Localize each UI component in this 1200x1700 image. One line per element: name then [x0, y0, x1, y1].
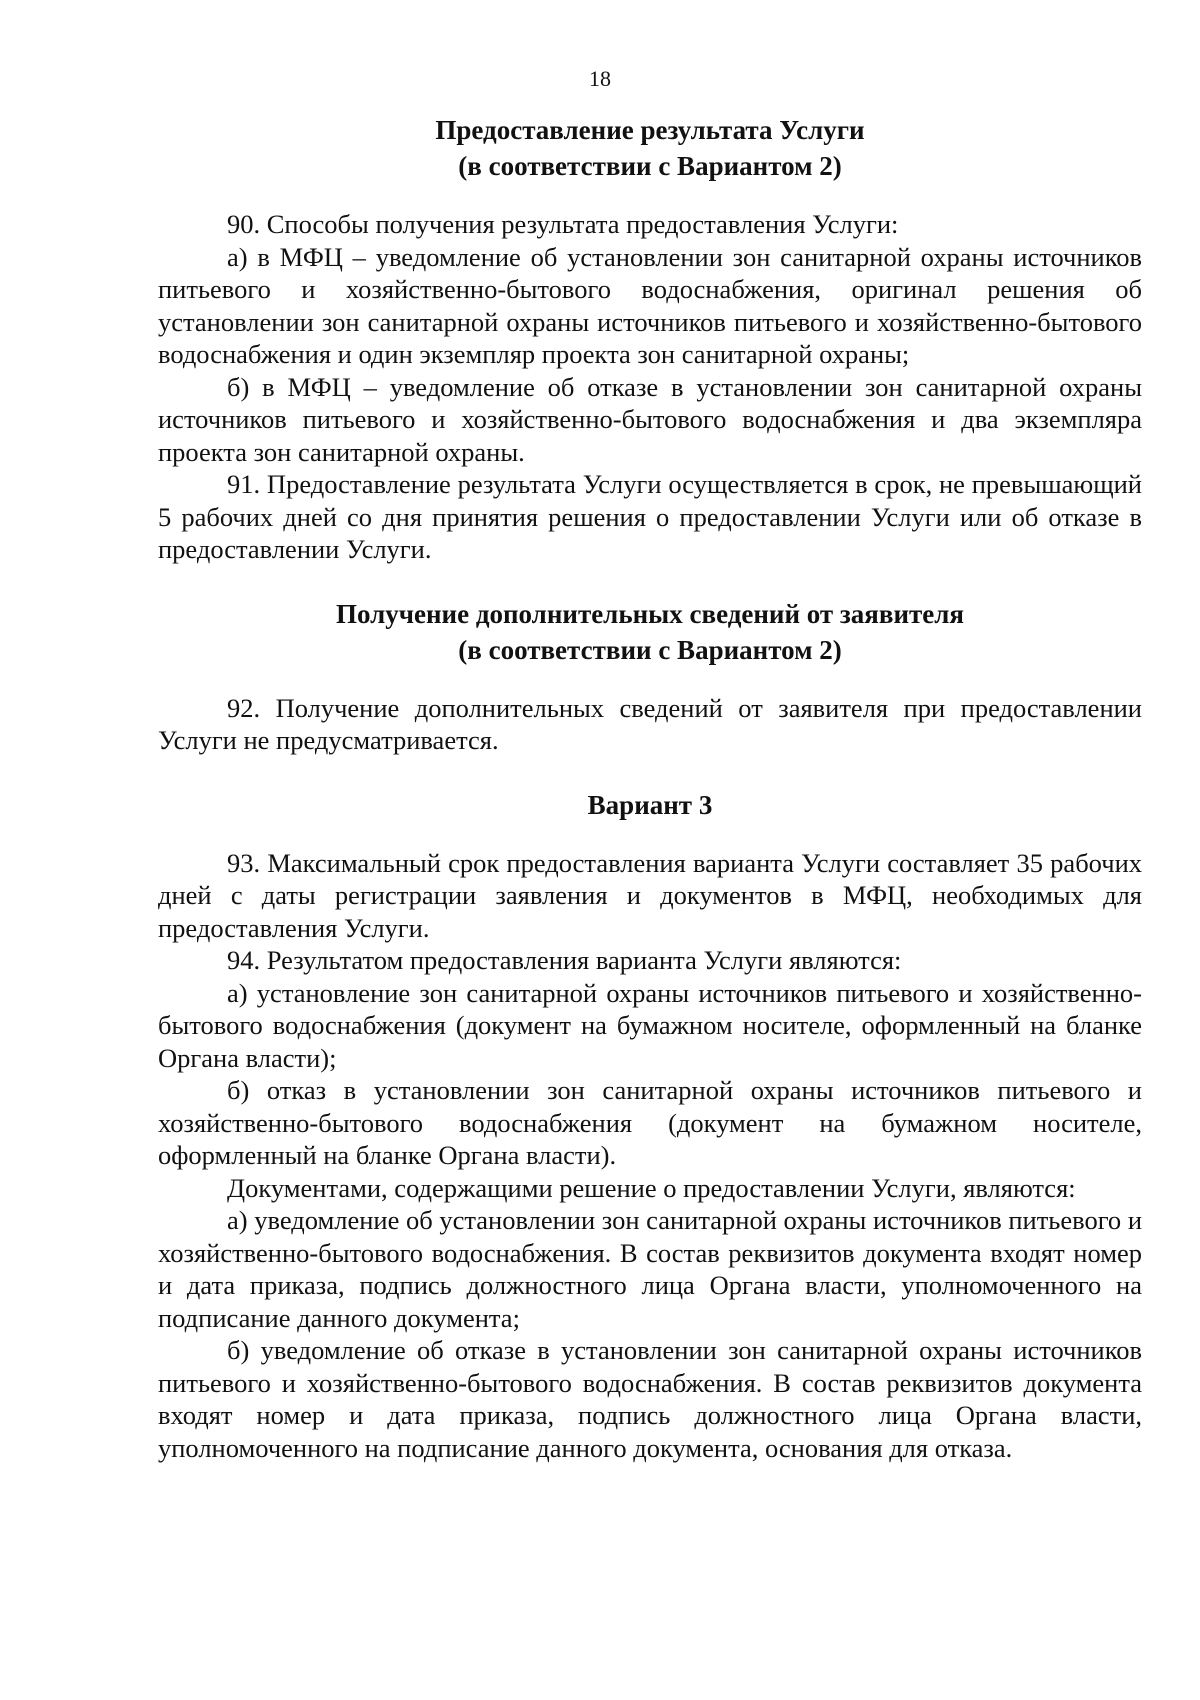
paragraph-92: 92. Получение дополнительных сведений от заявителя при предоставлении Услуги не предусматривается.: [158, 692, 1142, 755]
section-gap: [158, 757, 1142, 787]
section-title-line1: Получение дополнительных сведений от заявителя: [335, 598, 965, 629]
section-title-line2: (в соответствии с Вариантом 2): [458, 151, 842, 181]
section-title-line2: (в соответствии с Вариантом 2): [458, 634, 842, 665]
section-heading-result: [158, 112, 1142, 184]
paragraph-91: 91. Предоставление результата Услуги осуществляется в срок, не превышающий 5 рабочих дней со дня принятия решения о предоставлении Услуги или об отказе в предоставлении Услуги.: [158, 469, 1142, 564]
section-title-line1: Предоставление результата Услуги: [435, 115, 865, 145]
page-content: [158, 112, 1142, 1464]
paragraph-documents-a: а) уведомление об установлении зон санитарной охраны источников питьевого и хозяйственно-бытового водоснабжения. В состав реквизитов документа входят номер и дата приказа, подпись должностного лица Органа власти, уполномоченного на подписание данного документа;: [158, 1205, 1142, 1333]
paragraph-94-a: а) установление зон санитарной охраны источников питьевого и хозяйственно-бытового водоснабжения (документ на бумажном носителе, оформленный на бланке Органа власти);: [158, 977, 1142, 1073]
section-title: Вариант 3: [587, 789, 713, 820]
paragraph-93: 93. Максимальный срок предоставления варианта Услуги составляет 35 рабочих дней с даты регистрации заявления и документов в МФЦ, необходимых для предоставления Услуги.: [158, 847, 1142, 943]
paragraph-documents-b: б) уведомление об отказе в установлении зон санитарной охраны источников питьевого и хозяйственно-бытового водоснабжения. В состав реквизитов документа входят номер и дата приказа, подпись должностного лица Органа власти, уполномоченного на подписание данного документа, основания для отказа.: [158, 1335, 1142, 1463]
paragraph-documents-intro: Документами, содержащими решение о предоставлении Услуги, являются:: [227, 1172, 1076, 1203]
paragraph-94-b: б) отказ в установлении зон санитарной охраны источников питьевого и хозяйственно-бытового водоснабжения (документ на бумажном носителе, оформленный на бланке Органа власти).: [158, 1075, 1142, 1170]
paragraph-90: 90. Способы получения результата предоставления Услуги:: [227, 209, 899, 239]
section-gap: [158, 566, 1142, 596]
section-heading-additional-info: [158, 596, 1142, 668]
page-number: 18: [589, 66, 611, 91]
paragraph-94: 94. Результатом предоставления варианта Услуги являются:: [227, 945, 902, 975]
paragraph-90-a: а) в МФЦ – уведомление об установлении зон санитарной охраны источников питьевого и хозяйственно-бытового водоснабжения, оригинал решения об установлении зон санитарной охраны источников питьевого и хозяйственно-бытового водоснабжения и один экземпляр проекта зон санитарной охраны;: [158, 241, 1142, 369]
section-heading-variant-3: [158, 787, 1142, 823]
paragraph-90-b: б) в МФЦ – уведомление об отказе в установлении зон санитарной охраны источников питьевого и хозяйственно-бытового водоснабжения и два экземпляра проекта зон санитарной охраны.: [158, 371, 1142, 467]
